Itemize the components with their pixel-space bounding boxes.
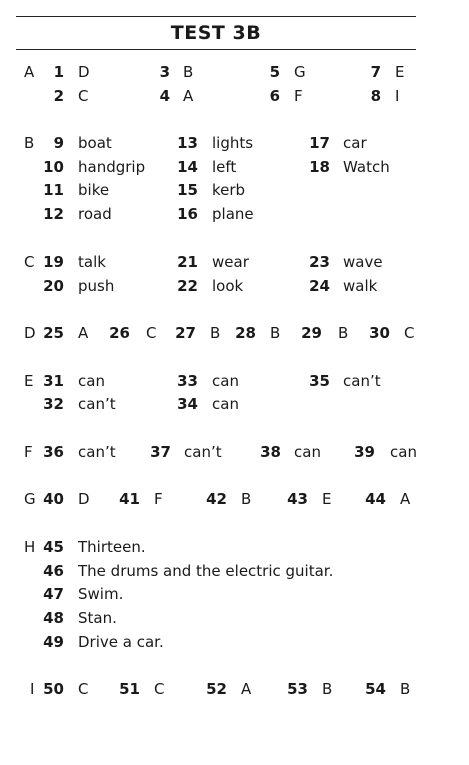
answer-text: Drive a car. <box>78 633 164 651</box>
answer-number: 3 <box>159 63 170 81</box>
answer-number: 50 <box>43 680 64 698</box>
answer-number: 16 <box>177 205 198 223</box>
section-letter-i: I <box>30 680 35 698</box>
answer-text: walk <box>343 277 378 295</box>
answer-number: 23 <box>309 253 330 271</box>
answer-number: 41 <box>119 490 140 508</box>
answer-text: plane <box>212 205 254 223</box>
answer-number: 31 <box>43 372 64 390</box>
answer-text: A <box>241 680 252 698</box>
answer-number: 36 <box>43 443 64 461</box>
answer-number: 13 <box>177 134 198 152</box>
answer-number: 15 <box>177 181 198 199</box>
answer-number: 51 <box>119 680 140 698</box>
section-letter-e: E <box>24 372 34 390</box>
answer-number: 48 <box>43 609 64 627</box>
answer-number: 2 <box>53 87 64 105</box>
answer-text: The drums and the electric guitar. <box>78 562 334 580</box>
section-letter-a: A <box>24 63 35 81</box>
answer-text: C <box>78 680 89 698</box>
answer-number: 12 <box>43 205 64 223</box>
answer-number: 26 <box>109 324 130 342</box>
answer-text: kerb <box>212 181 246 199</box>
answer-text: D <box>78 63 90 81</box>
answer-number: 33 <box>177 372 198 390</box>
answer-text: B <box>270 324 281 342</box>
answer-text: look <box>212 277 244 295</box>
answer-number: 42 <box>206 490 227 508</box>
answer-text: can’t <box>78 395 116 413</box>
answer-text: E <box>395 63 405 81</box>
answer-number: 53 <box>287 680 308 698</box>
answer-number: 9 <box>53 134 64 152</box>
answer-number: 19 <box>43 253 64 271</box>
answer-number: 46 <box>43 562 64 580</box>
answer-text: C <box>78 87 89 105</box>
answer-number: 30 <box>369 324 390 342</box>
answer-number: 54 <box>365 680 386 698</box>
answer-number: 49 <box>43 633 64 651</box>
answer-text: bike <box>78 181 110 199</box>
answer-number: 35 <box>309 372 330 390</box>
answer-number: 29 <box>301 324 322 342</box>
answer-text: F <box>154 490 163 508</box>
page-title: TEST 3B <box>170 22 262 44</box>
answer-text: lights <box>212 134 254 152</box>
answer-text: can <box>78 372 105 390</box>
answer-text: C <box>146 324 157 342</box>
answer-text: D <box>78 490 90 508</box>
answer-number: 37 <box>150 443 171 461</box>
answer-text: car <box>343 134 367 152</box>
answer-text: A <box>400 490 411 508</box>
answer-text: left <box>212 158 237 176</box>
answer-number: 8 <box>370 87 381 105</box>
answer-text: push <box>78 277 115 295</box>
title-underline <box>16 49 416 50</box>
answer-number: 39 <box>354 443 375 461</box>
answer-text: can <box>212 395 239 413</box>
answer-text: I <box>395 87 400 105</box>
answer-text: can’t <box>184 443 222 461</box>
answer-number: 24 <box>309 277 330 295</box>
answer-number: 7 <box>370 63 381 81</box>
answer-text: handgrip <box>78 158 146 176</box>
answer-number: 40 <box>43 490 64 508</box>
answer-number: 25 <box>43 324 64 342</box>
answer-number: 52 <box>206 680 227 698</box>
answer-text: talk <box>78 253 106 271</box>
answer-number: 43 <box>287 490 308 508</box>
answer-text: Thirteen. <box>78 538 146 556</box>
answer-text: can <box>390 443 417 461</box>
answer-text: road <box>78 205 112 223</box>
answer-number: 4 <box>159 87 170 105</box>
answer-number: 22 <box>177 277 198 295</box>
answer-text: E <box>322 490 332 508</box>
answer-number: 17 <box>309 134 330 152</box>
answer-number: 11 <box>43 181 64 199</box>
answer-text: C <box>154 680 165 698</box>
section-letter-g: G <box>24 490 36 508</box>
answer-text: B <box>210 324 221 342</box>
answer-number: 21 <box>177 253 198 271</box>
section-letter-c: C <box>24 253 35 271</box>
answer-text: can <box>212 372 239 390</box>
answer-number: 28 <box>235 324 256 342</box>
section-letter-h: H <box>24 538 36 556</box>
answer-text: Watch <box>343 158 390 176</box>
answer-text: G <box>294 63 306 81</box>
section-letter-d: D <box>24 324 36 342</box>
answer-number: 5 <box>269 63 280 81</box>
answer-text: A <box>183 87 194 105</box>
answer-text: B <box>338 324 349 342</box>
answer-number: 47 <box>43 585 64 603</box>
answer-text: C <box>404 324 415 342</box>
answer-number: 18 <box>309 158 330 176</box>
answer-text: Stan. <box>78 609 117 627</box>
answer-text: B <box>322 680 333 698</box>
answer-number: 14 <box>177 158 198 176</box>
answer-text: B <box>183 63 194 81</box>
section-letter-f: F <box>24 443 33 461</box>
answer-text: can’t <box>343 372 381 390</box>
answer-text: B <box>400 680 411 698</box>
answer-number: 20 <box>43 277 64 295</box>
answer-text: boat <box>78 134 112 152</box>
answer-number: 38 <box>260 443 281 461</box>
answer-number: 44 <box>365 490 386 508</box>
answer-text: F <box>294 87 303 105</box>
answer-number: 27 <box>175 324 196 342</box>
answer-text: Swim. <box>78 585 124 603</box>
answer-number: 34 <box>177 395 198 413</box>
answer-text: can’t <box>78 443 116 461</box>
top-rule <box>16 16 416 17</box>
answer-text: can <box>294 443 321 461</box>
answer-text: wear <box>212 253 249 271</box>
answer-number: 32 <box>43 395 64 413</box>
answer-text: wave <box>343 253 383 271</box>
answer-number: 1 <box>53 63 64 81</box>
section-letter-b: B <box>24 134 35 152</box>
answer-number: 6 <box>269 87 280 105</box>
answer-number: 10 <box>43 158 64 176</box>
answer-text: A <box>78 324 89 342</box>
answer-number: 45 <box>43 538 64 556</box>
answer-text: B <box>241 490 252 508</box>
